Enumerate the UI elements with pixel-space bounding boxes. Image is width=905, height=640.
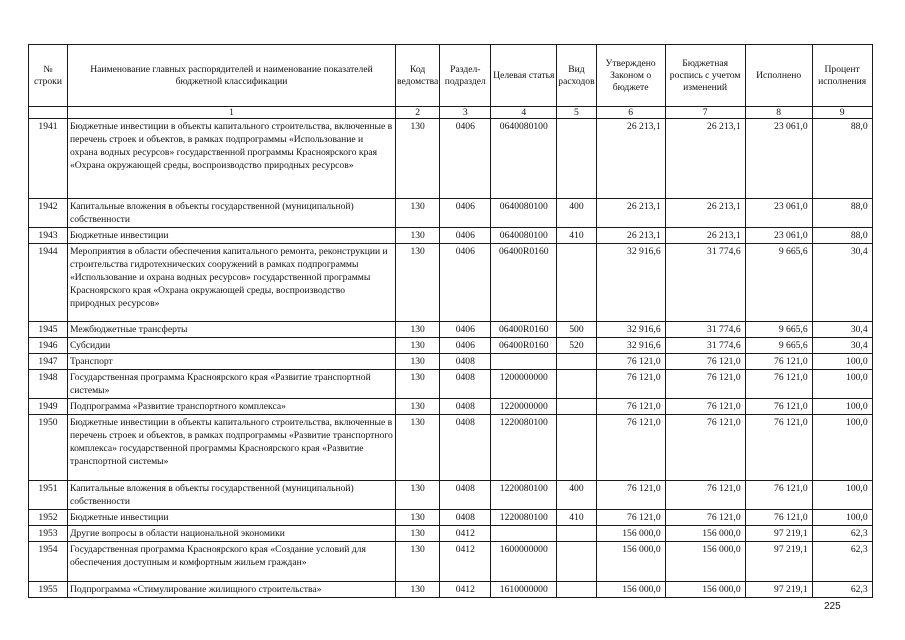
row-expense-kind xyxy=(557,542,596,582)
row-executed: 23 061,0 xyxy=(745,119,812,199)
row-approved: 76 121,0 xyxy=(596,415,665,481)
row-target-item: 1600000000 xyxy=(491,542,557,582)
row-expense-kind xyxy=(557,582,596,598)
row-executed: 76 121,0 xyxy=(745,370,812,399)
row-executed: 23 061,0 xyxy=(745,199,812,228)
header-section: Раздел-подраздел xyxy=(440,45,491,107)
row-budget-schedule: 76 121,0 xyxy=(665,481,745,510)
row-approved: 156 000,0 xyxy=(596,542,665,582)
row-number: 1946 xyxy=(29,338,68,354)
header-name: Наименование главных распорядителей и наименование показателей бюджетной классификации xyxy=(68,45,396,107)
row-department-code: 130 xyxy=(396,370,440,399)
row-section: 0406 xyxy=(440,228,491,244)
row-target-item: 1610000000 xyxy=(491,582,557,598)
row-expense-kind: 500 xyxy=(557,322,596,338)
row-number: 1949 xyxy=(29,399,68,415)
row-budget-schedule: 26 213,1 xyxy=(665,119,745,199)
row-name: Транспорт xyxy=(68,354,396,370)
row-budget-schedule: 31 774,6 xyxy=(665,322,745,338)
row-executed: 76 121,0 xyxy=(745,415,812,481)
row-section: 0412 xyxy=(440,526,491,542)
row-number: 1948 xyxy=(29,370,68,399)
row-budget-schedule: 31 774,6 xyxy=(665,244,745,322)
row-number: 1950 xyxy=(29,415,68,481)
row-budget-schedule: 76 121,0 xyxy=(665,399,745,415)
table-row xyxy=(29,244,873,322)
table-row xyxy=(29,119,873,199)
row-section: 0408 xyxy=(440,415,491,481)
row-executed: 9 665,6 xyxy=(745,322,812,338)
column-number-row xyxy=(29,107,873,119)
header-row xyxy=(29,45,873,107)
column-number: 6 xyxy=(596,107,665,119)
row-approved: 76 121,0 xyxy=(596,354,665,370)
table-row xyxy=(29,338,873,354)
row-section: 0412 xyxy=(440,542,491,582)
column-number: 7 xyxy=(665,107,745,119)
row-budget-schedule: 156 000,0 xyxy=(665,542,745,582)
row-name: Межбюджетные трансферты xyxy=(68,322,396,338)
row-number: 1952 xyxy=(29,510,68,526)
row-percent: 100,0 xyxy=(812,415,872,481)
table-row xyxy=(29,370,873,399)
row-target-item: 06400R0160 xyxy=(491,322,557,338)
header-department-code: Код ведомства xyxy=(396,45,440,107)
row-approved: 26 213,1 xyxy=(596,228,665,244)
row-executed: 76 121,0 xyxy=(745,481,812,510)
column-number: 8 xyxy=(745,107,812,119)
row-target-item: 1220000000 xyxy=(491,399,557,415)
row-section: 0408 xyxy=(440,370,491,399)
table-row xyxy=(29,354,873,370)
row-expense-kind xyxy=(557,399,596,415)
table-row xyxy=(29,510,873,526)
row-expense-kind xyxy=(557,415,596,481)
row-expense-kind xyxy=(557,354,596,370)
row-percent: 62,3 xyxy=(812,542,872,582)
row-target-item: 1220080100 xyxy=(491,510,557,526)
row-percent: 100,0 xyxy=(812,481,872,510)
header-percent: Процент исполнения xyxy=(812,45,872,107)
row-percent: 100,0 xyxy=(812,399,872,415)
row-approved: 156 000,0 xyxy=(596,582,665,598)
row-executed: 23 061,0 xyxy=(745,228,812,244)
row-approved: 76 121,0 xyxy=(596,370,665,399)
row-approved: 76 121,0 xyxy=(596,399,665,415)
row-expense-kind xyxy=(557,244,596,322)
column-number: 9 xyxy=(812,107,872,119)
row-percent: 30,4 xyxy=(812,244,872,322)
row-approved: 32 916,6 xyxy=(596,338,665,354)
row-budget-schedule: 76 121,0 xyxy=(665,354,745,370)
row-percent: 100,0 xyxy=(812,510,872,526)
row-section: 0408 xyxy=(440,399,491,415)
row-name: Бюджетные инвестиции xyxy=(68,228,396,244)
row-section: 0412 xyxy=(440,582,491,598)
row-section: 0406 xyxy=(440,119,491,199)
row-name: Подпрограмма «Стимулирование жилищного строительства» xyxy=(68,582,396,598)
header-executed: Исполнено xyxy=(745,45,812,107)
row-section: 0408 xyxy=(440,510,491,526)
header-budget-schedule: Бюджетная роспись с учетом изменений xyxy=(665,45,745,107)
row-name: Капитальные вложения в объекты государственной (муниципальной) собственности xyxy=(68,199,396,228)
row-percent: 62,3 xyxy=(812,582,872,598)
row-target-item xyxy=(491,526,557,542)
row-executed: 76 121,0 xyxy=(745,354,812,370)
row-name: Субсидии xyxy=(68,338,396,354)
row-target-item: 1220080100 xyxy=(491,415,557,481)
row-name: Капитальные вложения в объекты государственной (муниципальной) собственности xyxy=(68,481,396,510)
row-budget-schedule: 26 213,1 xyxy=(665,228,745,244)
row-percent: 88,0 xyxy=(812,199,872,228)
row-name: Бюджетные инвестиции xyxy=(68,510,396,526)
row-percent: 62,3 xyxy=(812,526,872,542)
row-department-code: 130 xyxy=(396,354,440,370)
row-expense-kind: 520 xyxy=(557,338,596,354)
row-percent: 30,4 xyxy=(812,338,872,354)
row-section: 0408 xyxy=(440,354,491,370)
row-name: Государственная программа Красноярского края «Развитие транспортной системы» xyxy=(68,370,396,399)
row-number: 1942 xyxy=(29,199,68,228)
row-expense-kind: 410 xyxy=(557,510,596,526)
row-department-code: 130 xyxy=(396,542,440,582)
row-number: 1951 xyxy=(29,481,68,510)
row-name: Бюджетные инвестиции в объекты капитального строительства, включенные в перечень строек и объектов, в рамках подпрограммы «Развитие транспортного комплекса» государственной программы Красноярского края «Развитие транспортной системы» xyxy=(68,415,396,481)
row-number: 1941 xyxy=(29,119,68,199)
row-name: Бюджетные инвестиции в объекты капитального строительства, включенные в перечень строек и объектов, в рамках подпрограммы «Использование и охрана водных ресурсов» государственной программы Красноярского края «Охрана окружающей среды, воспроизводство природных ресурсов» xyxy=(68,119,396,199)
column-number: 1 xyxy=(68,107,396,119)
column-number: 2 xyxy=(396,107,440,119)
row-department-code: 130 xyxy=(396,199,440,228)
row-budget-schedule: 26 213,1 xyxy=(665,199,745,228)
row-target-item: 0640080100 xyxy=(491,228,557,244)
row-section: 0406 xyxy=(440,199,491,228)
header-approved: Утверждено Законом о бюджете xyxy=(596,45,665,107)
row-section: 0406 xyxy=(440,244,491,322)
row-approved: 32 916,6 xyxy=(596,244,665,322)
row-department-code: 130 xyxy=(396,481,440,510)
row-executed: 9 665,6 xyxy=(745,338,812,354)
table-row xyxy=(29,526,873,542)
row-section: 0408 xyxy=(440,481,491,510)
row-approved: 26 213,1 xyxy=(596,119,665,199)
table-row xyxy=(29,481,873,510)
table-row xyxy=(29,415,873,481)
row-percent: 88,0 xyxy=(812,119,872,199)
row-number: 1945 xyxy=(29,322,68,338)
budget-table xyxy=(28,44,873,598)
row-executed: 9 665,6 xyxy=(745,244,812,322)
row-percent: 30,4 xyxy=(812,322,872,338)
table-row xyxy=(29,322,873,338)
row-expense-kind: 400 xyxy=(557,481,596,510)
row-approved: 32 916,6 xyxy=(596,322,665,338)
row-number: 1943 xyxy=(29,228,68,244)
row-target-item: 06400R0160 xyxy=(491,338,557,354)
row-expense-kind xyxy=(557,119,596,199)
row-approved: 26 213,1 xyxy=(596,199,665,228)
row-expense-kind: 410 xyxy=(557,228,596,244)
row-target-item: 1220080100 xyxy=(491,481,557,510)
row-target-item: 1200000000 xyxy=(491,370,557,399)
row-number: 1947 xyxy=(29,354,68,370)
row-executed: 97 219,1 xyxy=(745,542,812,582)
column-number-empty xyxy=(29,107,68,119)
row-expense-kind xyxy=(557,370,596,399)
row-section: 0406 xyxy=(440,322,491,338)
header-expense-kind: Вид расходов xyxy=(557,45,596,107)
page-number: 225 xyxy=(824,601,841,612)
table-row xyxy=(29,582,873,598)
header-row-number: № строки xyxy=(29,45,68,107)
row-executed: 76 121,0 xyxy=(745,399,812,415)
row-executed: 97 219,1 xyxy=(745,582,812,598)
row-department-code: 130 xyxy=(396,415,440,481)
row-percent: 100,0 xyxy=(812,354,872,370)
row-department-code: 130 xyxy=(396,228,440,244)
row-budget-schedule: 76 121,0 xyxy=(665,370,745,399)
column-number: 3 xyxy=(440,107,491,119)
header-target-item: Целевая статья xyxy=(491,45,557,107)
row-percent: 88,0 xyxy=(812,228,872,244)
row-executed: 97 219,1 xyxy=(745,526,812,542)
table-row xyxy=(29,542,873,582)
column-number: 4 xyxy=(491,107,557,119)
row-executed: 76 121,0 xyxy=(745,510,812,526)
row-target-item: 0640080100 xyxy=(491,199,557,228)
row-target-item: 06400R0160 xyxy=(491,244,557,322)
row-expense-kind: 400 xyxy=(557,199,596,228)
table-row xyxy=(29,399,873,415)
row-budget-schedule: 76 121,0 xyxy=(665,415,745,481)
row-department-code: 130 xyxy=(396,322,440,338)
row-department-code: 130 xyxy=(396,244,440,322)
row-approved: 76 121,0 xyxy=(596,481,665,510)
row-percent: 100,0 xyxy=(812,370,872,399)
row-department-code: 130 xyxy=(396,526,440,542)
row-number: 1955 xyxy=(29,582,68,598)
row-expense-kind xyxy=(557,526,596,542)
table-row xyxy=(29,199,873,228)
row-budget-schedule: 76 121,0 xyxy=(665,510,745,526)
row-target-item: 0640080100 xyxy=(491,119,557,199)
row-section: 0406 xyxy=(440,338,491,354)
row-budget-schedule: 31 774,6 xyxy=(665,338,745,354)
row-department-code: 130 xyxy=(396,582,440,598)
row-number: 1954 xyxy=(29,542,68,582)
column-number: 5 xyxy=(557,107,596,119)
row-budget-schedule: 156 000,0 xyxy=(665,526,745,542)
row-name: Подпрограмма «Развитие транспортного комплекса» xyxy=(68,399,396,415)
row-number: 1953 xyxy=(29,526,68,542)
row-name: Государственная программа Красноярского края «Создание условий для обеспечения доступным и комфортным жильем граждан» xyxy=(68,542,396,582)
row-department-code: 130 xyxy=(396,510,440,526)
row-name: Мероприятия в области обеспечения капитального ремонта, реконструкции и строительства гидротехнических сооружений в рамках подпрограммы «Использование и охрана водных ресурсов» государственной программы Красноярского края «Охрана окружающей среды, воспроизводство природных ресурсов» xyxy=(68,244,396,322)
row-approved: 76 121,0 xyxy=(596,510,665,526)
row-target-item xyxy=(491,354,557,370)
row-number: 1944 xyxy=(29,244,68,322)
row-department-code: 130 xyxy=(396,338,440,354)
row-budget-schedule: 156 000,0 xyxy=(665,582,745,598)
row-department-code: 130 xyxy=(396,399,440,415)
table-row xyxy=(29,228,873,244)
row-department-code: 130 xyxy=(396,119,440,199)
row-name: Другие вопросы в области национальной экономики xyxy=(68,526,396,542)
row-approved: 156 000,0 xyxy=(596,526,665,542)
